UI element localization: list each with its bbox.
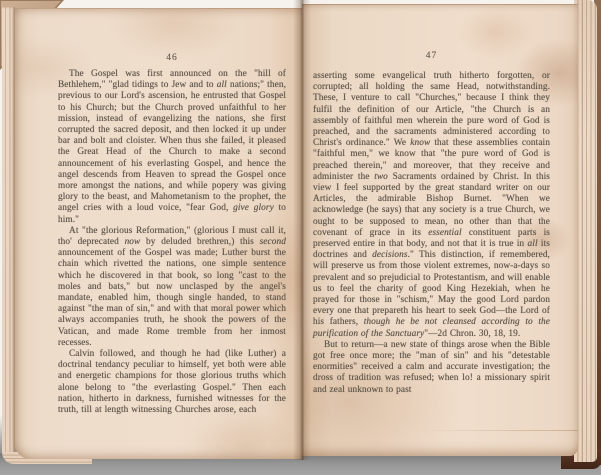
paragraph: asserting some evangelical truth hitherto forgotten, or corrupted; all holding the same Head, notwithstanding. These, I venture to call "Churches," because I think they fulfil the definition of our Article, "the Church is an assembly of faithful men wherein the pure word of God is preached, and the sacraments administered according to Christ's ordinance." We know that these assemblies contain "faithful men," we know that "the pure word of God is preached therein," and moreover, that they receive and administer the two Sacraments ordained by Christ. In this view I feel supported by the great standard writer on our Articles, the admirable Bishop Burnet. "When we acknowledge (he says) that any society is a true Church, we ought to be supposed to mean, no other than that the covenant of grace in its essential constituent parts is preserved entire in that body, and not that it is true in all its doctrines and decisions." This distinction, if remembered, will preserve us from those violent extremes, now-a-days so prevalent and so prejudicial to Protestantism, and will enable us to feel the charity of good King Hezekiah, when he prayed for those in "schism," May the good Lord pardon every one that prepareth his heart to seek God—the Lord of his fathers, though he be not cleansed according to the purification of the Sanctuary"—2d Chron. 30, 18, 19. — [313, 71, 551, 339]
under-sheet-edge — [418, 430, 578, 431]
page-edges-left — [2, 7, 15, 462]
paragraph: At "the glorious Reformation," (glorious I must call it, tho' deprecated now by deluded brethren,) this second announcement of the Gospel was made; Luther burst the chain which rivetted the nations, one simple sentence which he discovered in that book, so long "cast to the moles and bats," but now unclasped by the angel's mandate, enabled him, though single handed, to stand against "the man of sin," and with that moral power which always accompanies truth, he shook the powers of the Vatican, and made Rome tremble from her inmost recesses. — [58, 225, 286, 348]
paragraph: The Gospel was first announced on the "hill of Bethlehem," "glad tidings to Jew and to all nations;" then, previous to our Lord's ascension, he entrusted that Gospel to his Church; but the Church proved unfaithful to her mission, instead of evangelizing the nations, she first corrupted the sacred deposit, and then locked it up under bar and bolt and cloister. When thus she failed, it pleased the Great Head of the Church to make a second announcement of his everlasting Gospel, and hence the angel descends from Heaven to spread the Gospel once more amongst the nations, and while popery was giving glory to the beast, and Mahometanism to the prophet, the angel cries with a loud voice, "fear God, give glory to him." — [58, 69, 286, 225]
paragraph: But to return—a new state of things arose when the Bible got free once more; the "man of sin" and his "detestable enormities" received a calm and accurate investigation; the dross of tradition was refused; when lo! a missionary spirit and zeal unknown to past — [313, 339, 550, 395]
page-number-left: 46 — [166, 53, 178, 63]
page-left — [15, 8, 302, 459]
page-text-right — [313, 71, 550, 396]
paragraph: Calvin followed, and though he had (like Luther) a doctrinal tendancy peculiar to himself, yet both were able and energetic champions for those glorious truths which alone belong to "the everlasting Gospel." Then each nation, hitherto in darkness, furnished witnesses for the truth, till at length witnessing Churches arose, each — [58, 349, 286, 416]
page-text-left — [58, 69, 286, 416]
page-right — [302, 4, 578, 456]
page-number-right: 47 — [425, 51, 438, 61]
